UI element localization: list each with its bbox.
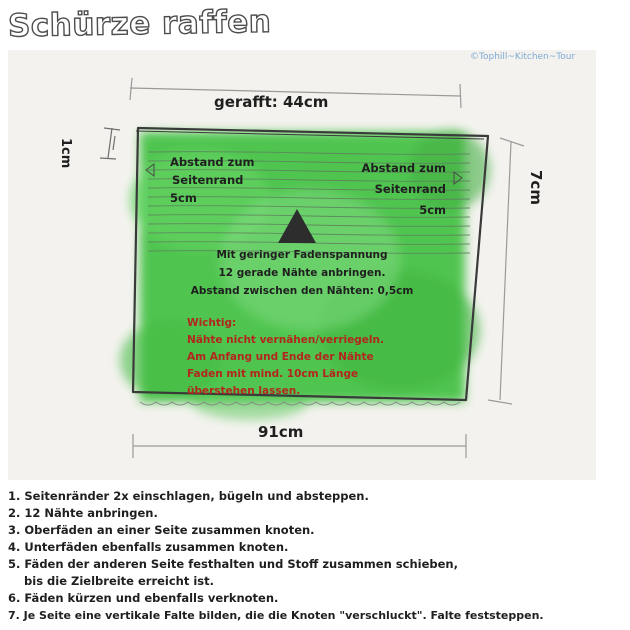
side-note-left — [170, 153, 255, 207]
instruction-line: Mit geringer Fadenspannung — [216, 249, 388, 261]
step-item: bis die Zielbreite erreicht ist. — [8, 574, 215, 588]
step-item: 6. Fäden kürzen und ebenfalls verknoten. — [8, 591, 279, 605]
left-height-label: 1cm — [58, 138, 73, 169]
step-item: 2. 12 Nähte anbringen. — [8, 506, 158, 520]
side-note-right-line: Seitenrand — [374, 182, 446, 196]
warning-line: Wichtig: — [187, 317, 237, 329]
top-width-label: gerafft: 44cm — [214, 93, 329, 111]
warning-line: Nähte nicht vernähen/verriegeln. — [187, 334, 384, 346]
instruction-text — [152, 246, 452, 300]
page-title: Schürze raffen — [7, 3, 272, 45]
right-height-label: 7cm — [527, 170, 545, 205]
side-note-right-line: Abstand zum — [361, 161, 446, 175]
step-item: 1. Seitenränder 2x einschlagen, bügeln und absteppen. — [8, 489, 369, 503]
step-item: 4. Unterfäden ebenfalls zusammen knoten. — [8, 540, 289, 554]
bottom-width-label: 91cm — [258, 423, 304, 441]
step-item: 5. Fäden der anderen Seite festhalten und Stoff zusammen schieben, — [8, 557, 458, 571]
left-dimension-line — [100, 128, 120, 159]
warning-line: Am Anfang und Ende der Nähte — [187, 351, 374, 363]
warning-line: überstehen lassen. — [187, 385, 301, 397]
warning-note — [187, 315, 384, 400]
side-note-left-line: 5cm — [170, 191, 197, 205]
copyright-note: ©Tophill~Kitchen~Tour — [470, 52, 576, 62]
instruction-line: 12 gerade Nähte anbringen. — [218, 267, 386, 279]
side-note-right-line: 5cm — [419, 203, 446, 217]
side-note-left-line: Abstand zum — [170, 155, 255, 169]
warning-line: Faden mit mind. 10cm Länge — [187, 368, 359, 380]
step-item: 3. Oberfäden an einer Seite zusammen knoten. — [8, 523, 315, 537]
right-dimension-line — [488, 138, 524, 404]
instruction-line: Abstand zwischen den Nähten: 0,5cm — [190, 285, 414, 297]
side-note-left-line: Seitenrand — [172, 173, 244, 187]
steps-list — [8, 488, 628, 624]
side-note-right — [329, 158, 446, 221]
step-item: 7. Je Seite eine vertikale Falte bilden, die die Knoten "verschluckt". Falte feststeppen. — [8, 609, 544, 622]
